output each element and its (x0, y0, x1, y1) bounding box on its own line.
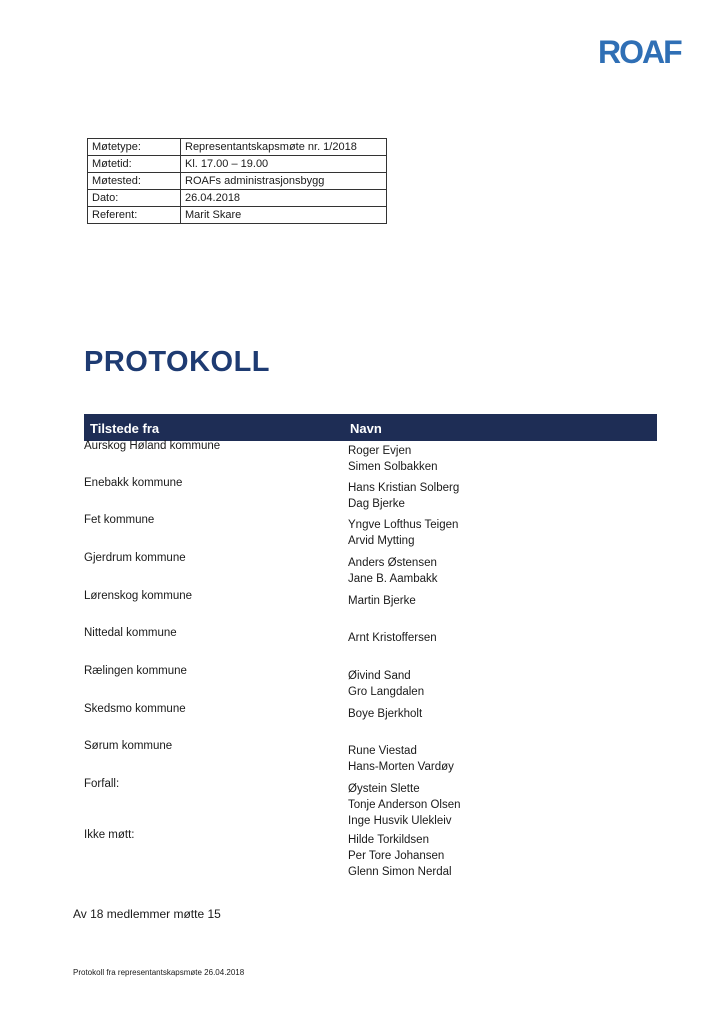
attendance-from: Enebakk kommune (84, 477, 183, 489)
attendance-from: Rælingen kommune (84, 665, 187, 677)
attendee-name: Arnt Kristoffersen (348, 632, 437, 644)
attendee-name: Inge Husvik Ulekleiv (348, 815, 452, 827)
meeting-info-key: Møtetype: (88, 139, 181, 156)
attendance-from: Skedsmo kommune (84, 703, 186, 715)
attendance-names (348, 668, 424, 700)
meeting-info-key: Møtested: (88, 173, 181, 190)
attendance-names (348, 832, 452, 880)
meeting-info-row (88, 173, 387, 190)
attendance-from: Ikke møtt: (84, 829, 135, 841)
attendance-names (348, 443, 438, 475)
attendee-name: Tonje Anderson Olsen (348, 799, 461, 811)
attendance-names (348, 593, 416, 609)
page-title: PROTOKOLL (84, 346, 271, 378)
attendance-from: Fet kommune (84, 514, 155, 526)
attendee-name: Boye Bjerkholt (348, 708, 423, 720)
header-names: Navn (350, 421, 382, 436)
attendee-name: Glenn Simon Nerdal (348, 866, 452, 878)
attendee-name: Rune Viestad (348, 745, 417, 757)
attendance-names (348, 781, 461, 829)
attendee-name: Dag Bjerke (348, 498, 405, 510)
meeting-info-key: Referent: (88, 207, 181, 224)
attendee-name: Roger Evjen (348, 445, 412, 457)
attendee-name: Øystein Slette (348, 783, 420, 795)
attendance-names (348, 706, 422, 722)
meeting-info-value: Marit Skare (181, 207, 387, 224)
roaf-logo: ROAF (598, 34, 681, 70)
attendance-names (348, 743, 454, 775)
attendance-names (348, 480, 459, 512)
attendee-name: Anders Østensen (348, 557, 437, 569)
meeting-info-value: Representantskapsmøte nr. 1/2018 (181, 139, 387, 156)
attendance-names (348, 555, 438, 587)
attendee-name: Hilde Torkildsen (348, 834, 429, 846)
attendance-names (348, 630, 437, 646)
attendance-from: Sørum kommune (84, 740, 173, 752)
attendee-name: Jane B. Aambakk (348, 573, 438, 585)
attendee-name: Gro Langdalen (348, 686, 425, 698)
meeting-info-key: Møtetid: (88, 156, 181, 173)
attendance-names (348, 517, 458, 549)
attendee-name: Øivind Sand (348, 670, 411, 682)
attendee-name: Hans-Morten Vardøy (348, 761, 454, 773)
attendee-name: Yngve Lofthus Teigen (348, 519, 459, 531)
meeting-info-row (88, 139, 387, 156)
meeting-info-row (88, 207, 387, 224)
attendee-name: Arvid Mytting (348, 535, 415, 547)
meeting-info-key: Dato: (88, 190, 181, 207)
meeting-info-row (88, 156, 387, 173)
page-footer: Protokoll fra representantskapsmøte 26.04.2018 (73, 968, 245, 977)
attendance-from: Aurskog Høland kommune (84, 440, 221, 452)
attendee-name: Hans Kristian Solberg (348, 482, 460, 494)
attendee-name: Per Tore Johansen (348, 850, 445, 862)
meeting-info-table (87, 138, 387, 224)
header-from: Tilstede fra (90, 421, 160, 436)
meeting-info-value: Kl. 17.00 – 19.00 (181, 156, 387, 173)
attendance-summary: Av 18 medlemmer møtte 15 (73, 907, 221, 921)
meeting-info-value: ROAFs administrasjonsbygg (181, 173, 387, 190)
attendance-from: Lørenskog kommune (84, 590, 193, 602)
meeting-info-value: 26.04.2018 (181, 190, 387, 207)
attendee-name: Martin Bjerke (348, 595, 416, 607)
meeting-info-row (88, 190, 387, 207)
attendee-name: Simen Solbakken (348, 461, 438, 473)
attendance-header (84, 414, 657, 441)
attendance-from: Forfall: (84, 778, 120, 790)
attendance-from: Gjerdrum kommune (84, 552, 186, 564)
attendance-from: Nittedal kommune (84, 627, 177, 639)
